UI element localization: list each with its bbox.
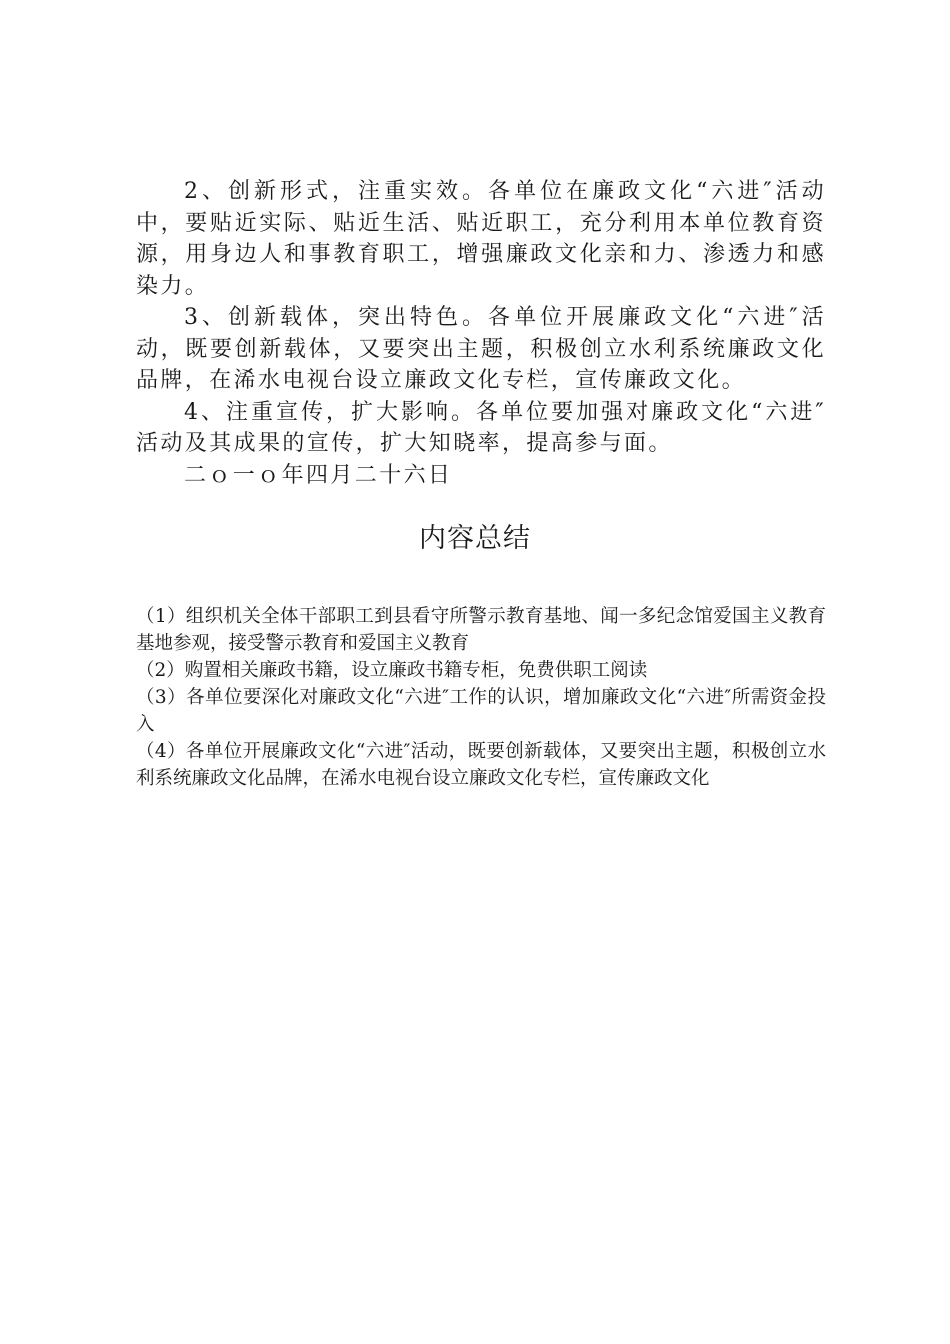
summary-item: （4）各单位开展廉政文化“六进″活动，既要创新载体，又要突出主题，积极创立水利系统廉政文化品牌，在浠水电视台设立廉政文化专栏，宣传廉政文化: [136, 741, 826, 789]
paragraph-publicity: 4、注重宣传，扩大影响。各单位要加强对廉政文化“六进″活动及其成果的宣传，扩大知晓率，提高参与面。: [136, 399, 826, 456]
summary-list: [136, 603, 826, 792]
summary-title: 内容总结: [419, 523, 531, 554]
summary-item: （2）购置相关廉政书籍，设立廉政书籍专柜，免费供职工阅读: [136, 660, 648, 681]
paragraph-innovate-carrier: 3、创新载体，突出特色。各单位开展廉政文化“六进″活动，既要创新载体，又要突出主题，积极创立水利系统廉政文化品牌，在浠水电视台设立廉政文化专栏，宣传廉政文化。: [136, 305, 826, 393]
document-date: 二ｏ一ｏ年四月二十六日: [184, 462, 453, 488]
summary-item: （1）组织机关全体干部职工到县看守所警示教育基地、闻一多纪念馆爱国主义教育基地参观，接受警示教育和爱国主义教育: [136, 606, 826, 654]
summary-item: （3）各单位要深化对廉政文化“六进″工作的认识，增加廉政文化“六进″所需资金投入: [136, 687, 826, 735]
paragraph-innovate-form: 2、创新形式，注重实效。各单位在廉政文化“六进″活动中，要贴近实际、贴近生活、贴近职工，充分利用本单位教育资源，用身边人和事教育职工，增强廉政文化亲和力、渗透力和感染力。: [136, 179, 826, 299]
document-body: [136, 176, 826, 491]
